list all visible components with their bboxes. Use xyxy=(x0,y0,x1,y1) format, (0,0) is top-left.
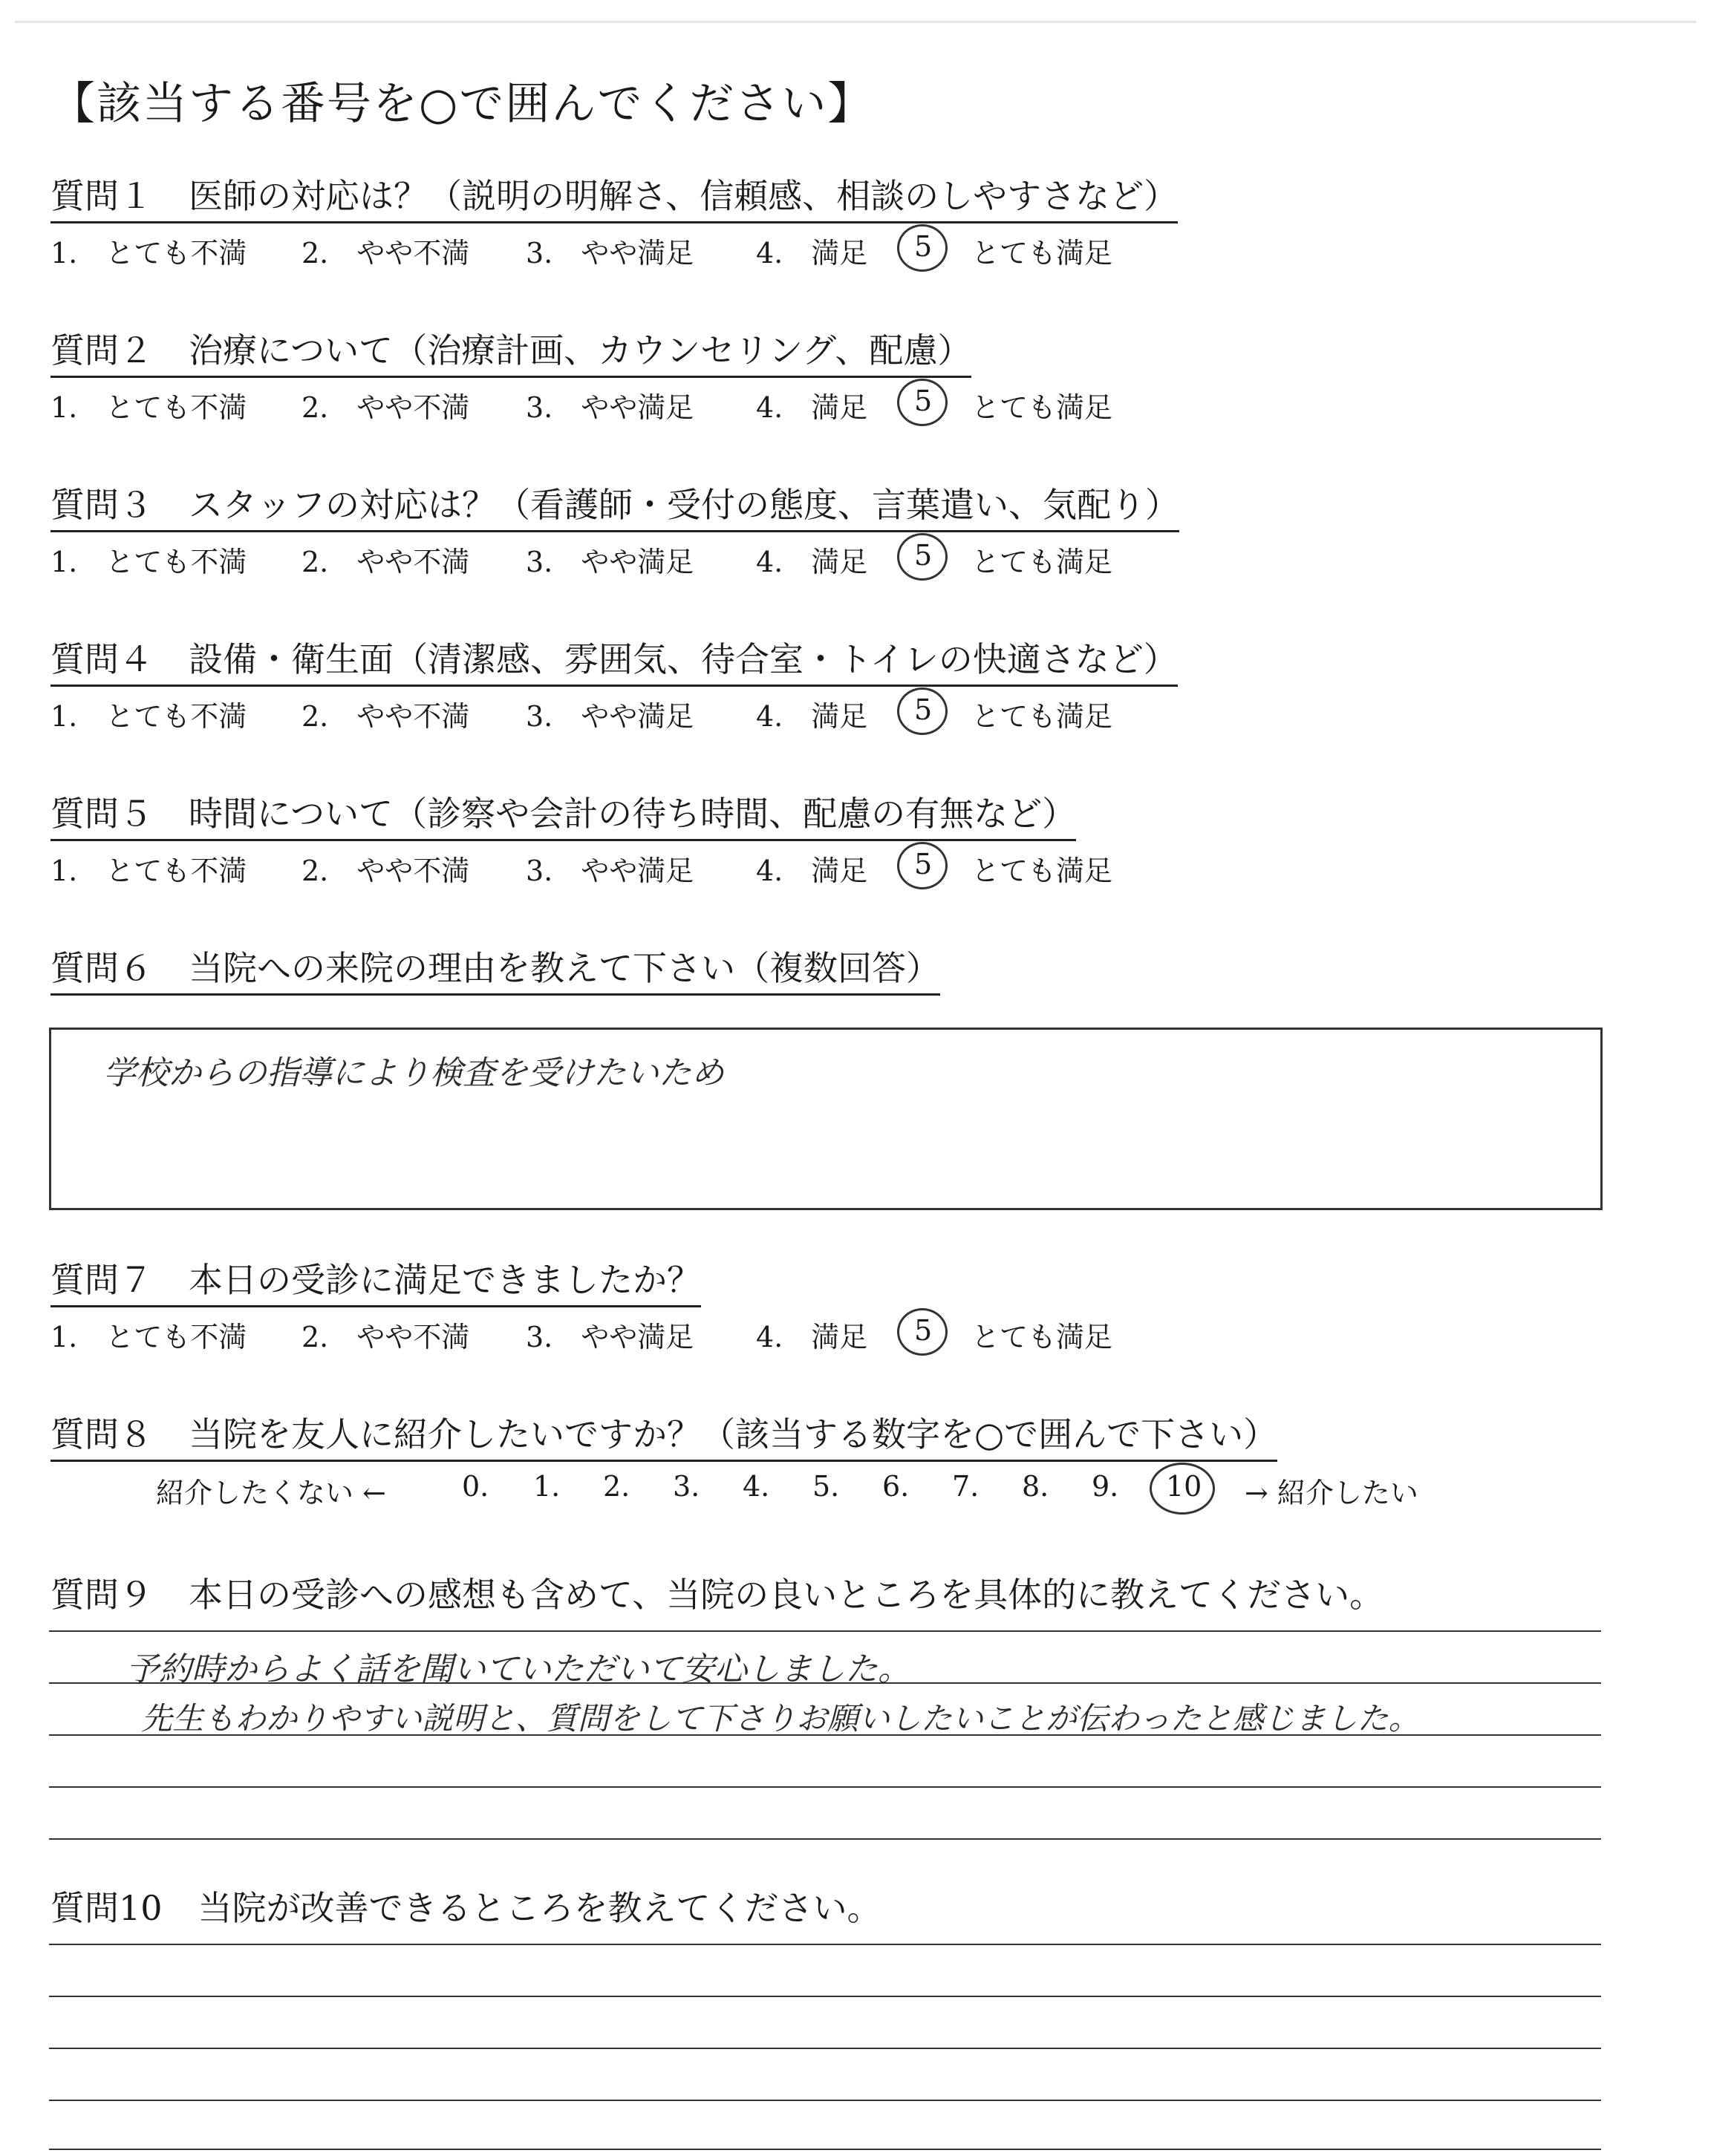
question-text: 当院が改善できるところを教えてください。 xyxy=(198,1888,881,1928)
question-3-title xyxy=(50,478,1179,532)
option-3[interactable]: 3. やや満足 xyxy=(526,1321,694,1353)
question-text: 当院を友人に紹介したいですか？（該当する数字を○で囲んで下さい） xyxy=(189,1414,1278,1454)
question-1-title xyxy=(50,169,1178,223)
option-1[interactable]: 1. とても不満 xyxy=(50,1321,247,1353)
scale-option-5[interactable]: 5. xyxy=(812,1470,840,1503)
question-number: 質問10 xyxy=(50,1888,163,1928)
option-3[interactable]: 3. やや満足 xyxy=(526,546,694,578)
option-3[interactable]: 3. やや満足 xyxy=(526,700,694,733)
scale-option-7[interactable]: 7. xyxy=(952,1470,980,1503)
question-number: 質問７ xyxy=(50,1260,153,1300)
scale-option-10[interactable]: 10 xyxy=(1166,1470,1202,1503)
selection-circle-mark xyxy=(897,379,948,426)
question-text: 設備・衛生面（清潔感、雰囲気、待合室・トイレの快適さなど） xyxy=(189,639,1178,679)
scale-option-6[interactable]: 6. xyxy=(882,1470,910,1503)
scale-left-label: 紹介したくない ← xyxy=(156,1477,386,1509)
option-5[interactable]: 5 xyxy=(914,1314,933,1347)
question-10-title xyxy=(50,1881,881,1933)
option-1[interactable]: 1. とても不満 xyxy=(50,700,247,733)
option-5[interactable]: 5 xyxy=(914,539,933,572)
question-number: 質問２ xyxy=(50,330,153,370)
option-2[interactable]: 2. やや不満 xyxy=(302,700,470,733)
handwritten-answer: 学校からの指導により検査を受けたいため xyxy=(103,1054,724,1092)
handwritten-answer-line: 予約時からよく話を聞いていただいて安心しました。 xyxy=(126,1650,910,1688)
answer-line xyxy=(49,2048,1601,2049)
option-2[interactable]: 2. やや不満 xyxy=(302,391,470,424)
scale-right-label: → 紹介したい xyxy=(1245,1477,1418,1509)
selection-circle-mark xyxy=(897,842,948,889)
option-4[interactable]: 4. 満足 xyxy=(756,1321,868,1353)
option-5[interactable]: 5 xyxy=(914,385,933,417)
option-3[interactable]: 3. やや満足 xyxy=(526,855,694,887)
scale-option-0[interactable]: 0. xyxy=(462,1470,489,1503)
answer-line xyxy=(49,1944,1601,1945)
question-text: 医師の対応は？（説明の明解さ、信頼感、相談のしやすさなど） xyxy=(189,176,1179,216)
option-5[interactable]: 5 xyxy=(914,230,933,263)
scale-option-8[interactable]: 8. xyxy=(1022,1470,1049,1503)
answer-line xyxy=(49,1996,1601,1997)
answer-line xyxy=(49,2149,1601,2150)
option-5-label: とても満足 xyxy=(971,700,1113,733)
option-3[interactable]: 3. やや満足 xyxy=(526,391,694,424)
question-number: 質問６ xyxy=(50,948,153,988)
question-4-title xyxy=(50,633,1178,687)
question-number: 質問８ xyxy=(50,1414,153,1454)
option-5-label: とても満足 xyxy=(971,855,1113,887)
scale-option-4[interactable]: 4. xyxy=(743,1470,770,1503)
question-9-title xyxy=(50,1568,1384,1620)
question-number: 質問４ xyxy=(50,639,153,679)
scale-option-9[interactable]: 9. xyxy=(1092,1470,1119,1503)
question-7-title xyxy=(50,1253,701,1307)
question-text: 時間について（診察や会計の待ち時間、配慮の有無など） xyxy=(189,794,1077,834)
question-2-title xyxy=(50,324,971,378)
question-number: 質問１ xyxy=(50,176,153,216)
option-4[interactable]: 4. 満足 xyxy=(756,391,868,424)
option-2[interactable]: 2. やや不満 xyxy=(302,546,470,578)
scale-option-3[interactable]: 3. xyxy=(673,1470,700,1503)
option-5[interactable]: 5 xyxy=(914,693,933,726)
option-2[interactable]: 2. やや不満 xyxy=(302,237,470,270)
answer-line xyxy=(49,1838,1601,1840)
scale-option-2[interactable]: 2. xyxy=(603,1470,630,1503)
answer-line xyxy=(49,1786,1601,1788)
page-top-border xyxy=(15,21,1696,23)
question-text: 治療について（治療計画、カウンセリング、配慮） xyxy=(189,330,972,370)
option-3[interactable]: 3. やや満足 xyxy=(526,237,694,270)
selection-circle-mark xyxy=(897,687,948,735)
option-5-label: とても満足 xyxy=(971,237,1113,270)
answer-line xyxy=(49,2100,1601,2101)
question-number: 質問３ xyxy=(50,485,153,525)
question-text: 本日の受診に満足できましたか？ xyxy=(189,1260,701,1300)
option-5-label: とても満足 xyxy=(971,546,1113,578)
option-1[interactable]: 1. とても不満 xyxy=(50,237,247,270)
option-1[interactable]: 1. とても不満 xyxy=(50,391,247,424)
option-4[interactable]: 4. 満足 xyxy=(756,237,868,270)
question-text: スタッフの対応は？（看護師・受付の態度、言葉遣い、気配り） xyxy=(189,485,1179,525)
question-text: 本日の受診への感想も含めて、当院の良いところを具体的に教えてください。 xyxy=(189,1575,1384,1615)
option-2[interactable]: 2. やや不満 xyxy=(302,1321,470,1353)
form-instruction-header: 【該当する番号を○で囲んでください】 xyxy=(50,78,874,130)
option-5-label: とても満足 xyxy=(971,391,1113,424)
option-1[interactable]: 1. とても不満 xyxy=(50,546,247,578)
option-4[interactable]: 4. 満足 xyxy=(756,855,868,887)
selection-circle-mark xyxy=(897,224,948,272)
handwritten-answer-line: 先生もわかりやすい説明と、質問をして下さりお願いしたいことが伝わったと感じました。 xyxy=(141,1700,1420,1737)
answer-line xyxy=(49,1630,1601,1632)
option-4[interactable]: 4. 満足 xyxy=(756,546,868,578)
selection-circle-mark xyxy=(897,533,948,581)
question-6-title xyxy=(50,941,940,996)
question-text: 当院への来院の理由を教えて下さい（複数回答） xyxy=(189,948,940,988)
question-number: 質問５ xyxy=(50,794,153,834)
selection-circle-mark xyxy=(1150,1463,1215,1515)
scale-option-1[interactable]: 1. xyxy=(533,1470,561,1503)
option-5[interactable]: 5 xyxy=(914,848,933,881)
question-5-title xyxy=(50,787,1076,841)
question-number: 質問９ xyxy=(50,1575,153,1615)
selection-circle-mark xyxy=(897,1308,948,1356)
option-5-label: とても満足 xyxy=(971,1321,1113,1353)
question-8-title xyxy=(50,1408,1277,1462)
option-1[interactable]: 1. とても不満 xyxy=(50,855,247,887)
option-4[interactable]: 4. 満足 xyxy=(756,700,868,733)
option-2[interactable]: 2. やや不満 xyxy=(302,855,470,887)
question-6-answer-box[interactable] xyxy=(49,1028,1603,1210)
